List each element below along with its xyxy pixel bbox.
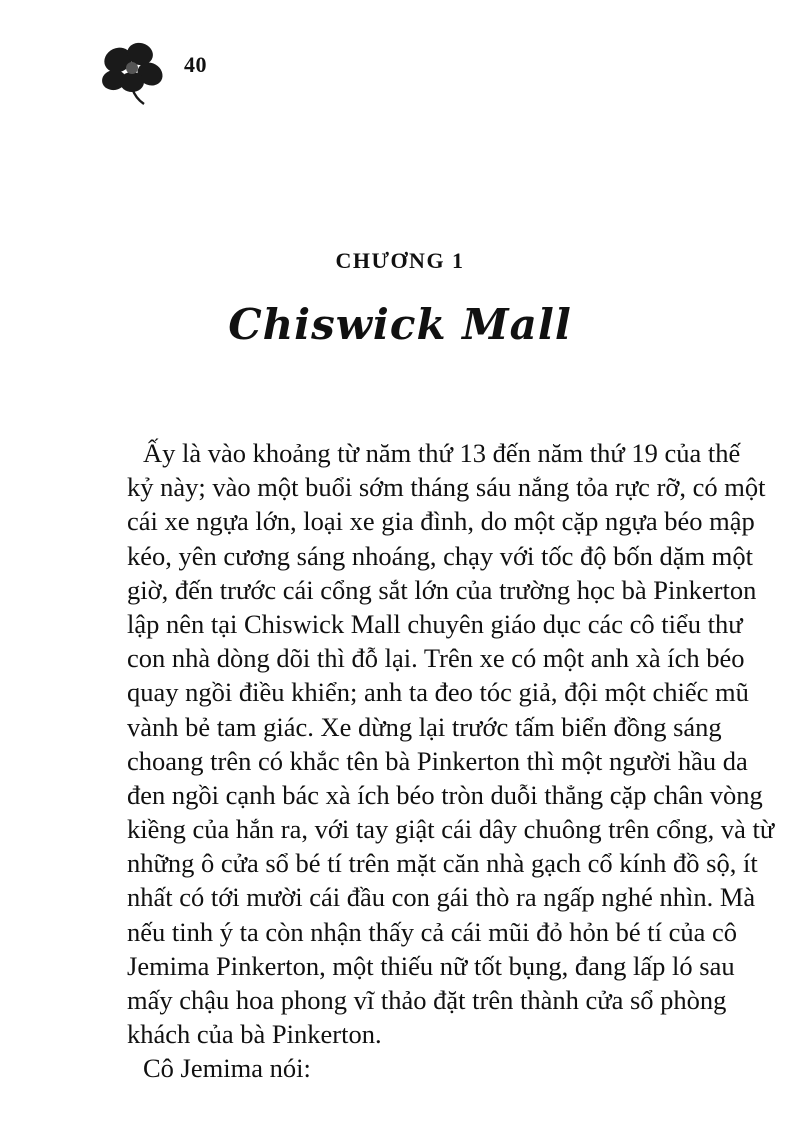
flower-icon xyxy=(94,38,170,108)
text-line: kiềng của hắn ra, với tay giật cái dây chuông trên cổng, và từ xyxy=(127,814,775,845)
text-line: kỷ này; vào một buổi sớm tháng sáu nắng tỏa rực rỡ, có một xyxy=(127,472,766,503)
body-text xyxy=(127,436,775,1086)
text-line: kéo, yên cương sáng nhoáng, chạy với tốc độ bốn dặm một xyxy=(127,540,753,571)
text-line: giờ, đến trước cái cổng sắt lớn của trường học bà Pinkerton xyxy=(127,574,757,605)
text-line: Ấy là vào khoảng từ năm thứ 13 đến năm thứ 19 của thế xyxy=(143,438,741,468)
text-line: Jemima Pinkerton, một thiếu nữ tốt bụng, đang lấp ló sau xyxy=(127,950,735,981)
text-line: con nhà dòng dõi thì đỗ lại. Trên xe có một anh xà ích béo xyxy=(127,643,745,674)
text-line: mấy chậu hoa phong vĩ thảo đặt trên thành cửa sổ phòng xyxy=(127,985,727,1015)
text-line: những ô cửa sổ bé tí trên mặt căn nhà gạch cổ kính đồ sộ, ít xyxy=(127,848,758,879)
text-line: vành bẻ tam giác. Xe dừng lại trước tấm biển đồng sáng xyxy=(127,711,722,742)
text-line: quay ngồi điều khiển; anh ta đeo tóc giả, đội một chiếc mũ xyxy=(127,677,749,708)
text-line: cái xe ngựa lớn, loại xe gia đình, do một cặp ngựa béo mập xyxy=(127,506,755,537)
text-line: lập nên tại Chiswick Mall chuyên giáo dục các cô tiểu thư xyxy=(127,608,743,639)
text-line: nếu tinh ý ta còn nhận thấy cả cái mũi đỏ hỏn bé tí của cô xyxy=(127,916,738,947)
text-line: nhất có tới mười cái đầu con gái thò ra ngấp nghé nhìn. Mà xyxy=(127,882,756,913)
page-number: 40 xyxy=(184,52,207,77)
chapter-label: CHƯƠNG 1 xyxy=(335,248,465,273)
text-line: khách của bà Pinkerton. xyxy=(127,1019,382,1050)
text-line: Cô Jemima nói: xyxy=(143,1053,311,1084)
text-line: choang trên có khắc tên bà Pinkerton thì một người hầu da xyxy=(127,745,748,776)
text-line: đen ngồi cạnh bác xà ích béo tròn duỗi thẳng cặp chân vòng xyxy=(127,779,763,810)
chapter-title: Chiswick Mall xyxy=(228,300,572,349)
